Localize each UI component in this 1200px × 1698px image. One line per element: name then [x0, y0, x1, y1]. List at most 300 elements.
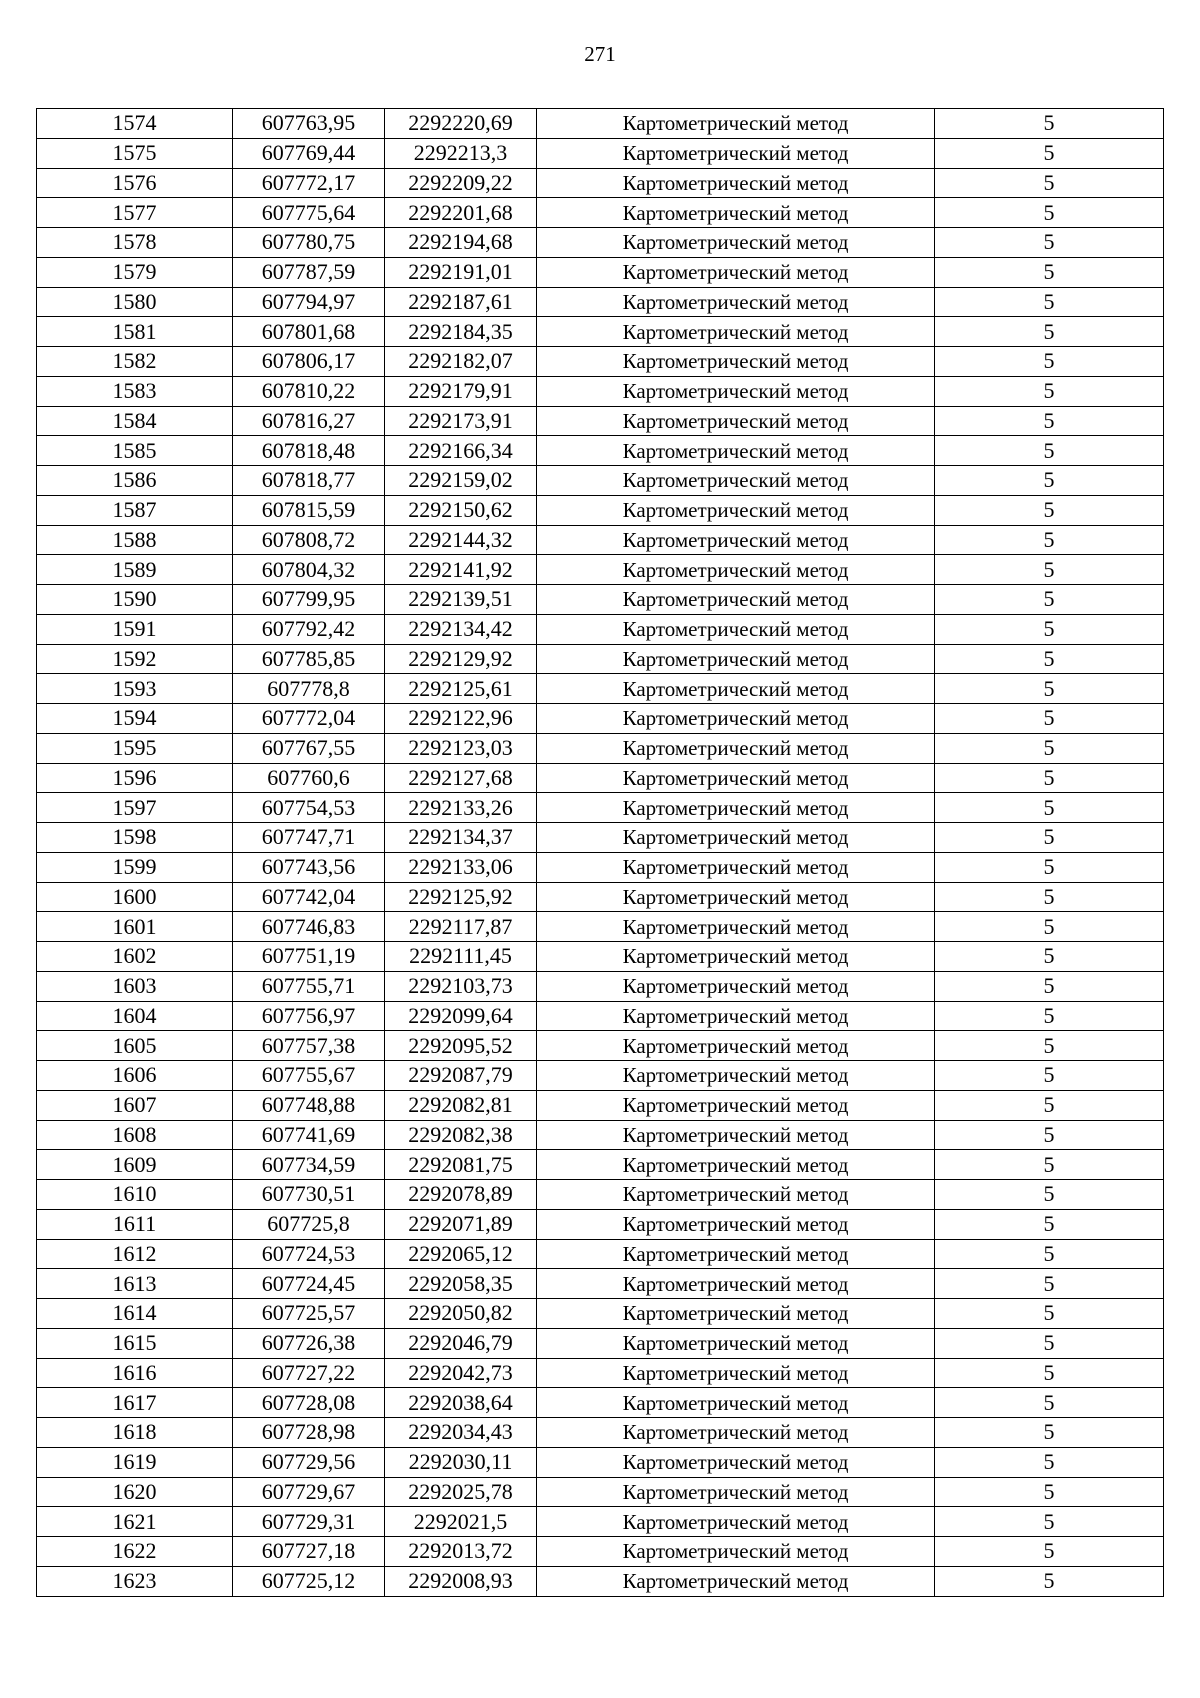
method-cell: Картометрический метод [537, 406, 935, 436]
method-cell: Картометрический метод [537, 614, 935, 644]
y-coordinate-cell: 2292129,92 [385, 644, 537, 674]
table-row [37, 1537, 1164, 1567]
y-coordinate-cell: 2292209,22 [385, 168, 537, 198]
point-number-cell: 1613 [37, 1269, 233, 1299]
method-cell: Картометрический метод [537, 1061, 935, 1091]
x-coordinate-cell: 607729,67 [233, 1477, 385, 1507]
table-row [37, 912, 1164, 942]
point-number-cell: 1602 [37, 942, 233, 972]
point-number-cell: 1616 [37, 1358, 233, 1388]
method-cell: Картометрический метод [537, 168, 935, 198]
accuracy-cell: 5 [935, 1507, 1164, 1537]
y-coordinate-cell: 2292111,45 [385, 942, 537, 972]
x-coordinate-cell: 607794,97 [233, 287, 385, 317]
method-cell: Картометрический метод [537, 317, 935, 347]
x-coordinate-cell: 607756,97 [233, 1001, 385, 1031]
table-row [37, 1090, 1164, 1120]
accuracy-cell: 5 [935, 466, 1164, 496]
point-number-cell: 1623 [37, 1566, 233, 1596]
y-coordinate-cell: 2292134,42 [385, 614, 537, 644]
accuracy-cell: 5 [935, 168, 1164, 198]
y-coordinate-cell: 2292213,3 [385, 138, 537, 168]
point-number-cell: 1583 [37, 376, 233, 406]
table-row [37, 317, 1164, 347]
table-row [37, 138, 1164, 168]
y-coordinate-cell: 2292008,93 [385, 1566, 537, 1596]
y-coordinate-cell: 2292021,5 [385, 1507, 537, 1537]
accuracy-cell: 5 [935, 525, 1164, 555]
accuracy-cell: 5 [935, 1566, 1164, 1596]
point-number-cell: 1607 [37, 1090, 233, 1120]
point-number-cell: 1615 [37, 1328, 233, 1358]
x-coordinate-cell: 607734,59 [233, 1150, 385, 1180]
point-number-cell: 1621 [37, 1507, 233, 1537]
method-cell: Картометрический метод [537, 1150, 935, 1180]
y-coordinate-cell: 2292071,89 [385, 1209, 537, 1239]
table-row [37, 585, 1164, 615]
y-coordinate-cell: 2292099,64 [385, 1001, 537, 1031]
accuracy-cell: 5 [935, 1001, 1164, 1031]
method-cell: Картометрический метод [537, 1180, 935, 1210]
method-cell: Картометрический метод [537, 1418, 935, 1448]
accuracy-cell: 5 [935, 733, 1164, 763]
method-cell: Картометрический метод [537, 971, 935, 1001]
method-cell: Картометрический метод [537, 882, 935, 912]
accuracy-cell: 5 [935, 971, 1164, 1001]
accuracy-cell: 5 [935, 1120, 1164, 1150]
point-number-cell: 1592 [37, 644, 233, 674]
table-row [37, 1507, 1164, 1537]
method-cell: Картометрический метод [537, 852, 935, 882]
point-number-cell: 1596 [37, 763, 233, 793]
x-coordinate-cell: 607729,31 [233, 1507, 385, 1537]
x-coordinate-cell: 607772,04 [233, 704, 385, 734]
accuracy-cell: 5 [935, 406, 1164, 436]
accuracy-cell: 5 [935, 109, 1164, 139]
table-row [37, 823, 1164, 853]
accuracy-cell: 5 [935, 436, 1164, 466]
method-cell: Картометрический метод [537, 1477, 935, 1507]
accuracy-cell: 5 [935, 644, 1164, 674]
method-cell: Картометрический метод [537, 793, 935, 823]
method-cell: Картометрический метод [537, 1388, 935, 1418]
y-coordinate-cell: 2292013,72 [385, 1537, 537, 1567]
table-row [37, 1001, 1164, 1031]
point-number-cell: 1591 [37, 614, 233, 644]
method-cell: Картометрический метод [537, 733, 935, 763]
accuracy-cell: 5 [935, 198, 1164, 228]
accuracy-cell: 5 [935, 376, 1164, 406]
method-cell: Картометрический метод [537, 347, 935, 377]
x-coordinate-cell: 607810,22 [233, 376, 385, 406]
x-coordinate-cell: 607742,04 [233, 882, 385, 912]
point-number-cell: 1618 [37, 1418, 233, 1448]
y-coordinate-cell: 2292127,68 [385, 763, 537, 793]
table-row [37, 852, 1164, 882]
y-coordinate-cell: 2292191,01 [385, 257, 537, 287]
x-coordinate-cell: 607729,56 [233, 1447, 385, 1477]
table-row [37, 644, 1164, 674]
method-cell: Картометрический метод [537, 644, 935, 674]
table-row [37, 1299, 1164, 1329]
x-coordinate-cell: 607755,67 [233, 1061, 385, 1091]
accuracy-cell: 5 [935, 1209, 1164, 1239]
method-cell: Картометрический метод [537, 525, 935, 555]
accuracy-cell: 5 [935, 585, 1164, 615]
point-number-cell: 1595 [37, 733, 233, 763]
point-number-cell: 1585 [37, 436, 233, 466]
x-coordinate-cell: 607727,18 [233, 1537, 385, 1567]
method-cell: Картометрический метод [537, 585, 935, 615]
method-cell: Картометрический метод [537, 1358, 935, 1388]
accuracy-cell: 5 [935, 257, 1164, 287]
method-cell: Картометрический метод [537, 1031, 935, 1061]
method-cell: Картометрический метод [537, 823, 935, 853]
table-row [37, 525, 1164, 555]
method-cell: Картометрический метод [537, 1566, 935, 1596]
x-coordinate-cell: 607728,08 [233, 1388, 385, 1418]
x-coordinate-cell: 607787,59 [233, 257, 385, 287]
coordinates-table-body [37, 109, 1164, 1597]
x-coordinate-cell: 607751,19 [233, 942, 385, 972]
y-coordinate-cell: 2292087,79 [385, 1061, 537, 1091]
accuracy-cell: 5 [935, 882, 1164, 912]
point-number-cell: 1584 [37, 406, 233, 436]
point-number-cell: 1598 [37, 823, 233, 853]
accuracy-cell: 5 [935, 1299, 1164, 1329]
x-coordinate-cell: 607730,51 [233, 1180, 385, 1210]
method-cell: Картометрический метод [537, 138, 935, 168]
accuracy-cell: 5 [935, 1477, 1164, 1507]
table-row [37, 942, 1164, 972]
y-coordinate-cell: 2292030,11 [385, 1447, 537, 1477]
y-coordinate-cell: 2292025,78 [385, 1477, 537, 1507]
x-coordinate-cell: 607724,53 [233, 1239, 385, 1269]
x-coordinate-cell: 607785,85 [233, 644, 385, 674]
table-row [37, 1566, 1164, 1596]
x-coordinate-cell: 607769,44 [233, 138, 385, 168]
method-cell: Картометрический метод [537, 1507, 935, 1537]
y-coordinate-cell: 2292179,91 [385, 376, 537, 406]
point-number-cell: 1587 [37, 495, 233, 525]
table-row [37, 1209, 1164, 1239]
y-coordinate-cell: 2292133,06 [385, 852, 537, 882]
accuracy-cell: 5 [935, 555, 1164, 585]
method-cell: Картометрический метод [537, 109, 935, 139]
table-row [37, 406, 1164, 436]
x-coordinate-cell: 607767,55 [233, 733, 385, 763]
point-number-cell: 1610 [37, 1180, 233, 1210]
x-coordinate-cell: 607780,75 [233, 228, 385, 258]
point-number-cell: 1589 [37, 555, 233, 585]
coordinates-table [36, 108, 1164, 1597]
x-coordinate-cell: 607724,45 [233, 1269, 385, 1299]
y-coordinate-cell: 2292194,68 [385, 228, 537, 258]
x-coordinate-cell: 607728,98 [233, 1418, 385, 1448]
y-coordinate-cell: 2292122,96 [385, 704, 537, 734]
accuracy-cell: 5 [935, 674, 1164, 704]
table-row [37, 466, 1164, 496]
y-coordinate-cell: 2292082,81 [385, 1090, 537, 1120]
y-coordinate-cell: 2292139,51 [385, 585, 537, 615]
x-coordinate-cell: 607725,8 [233, 1209, 385, 1239]
table-row [37, 763, 1164, 793]
point-number-cell: 1597 [37, 793, 233, 823]
table-row [37, 287, 1164, 317]
table-row [37, 1358, 1164, 1388]
x-coordinate-cell: 607725,57 [233, 1299, 385, 1329]
table-row [37, 1418, 1164, 1448]
y-coordinate-cell: 2292144,32 [385, 525, 537, 555]
accuracy-cell: 5 [935, 1090, 1164, 1120]
x-coordinate-cell: 607818,48 [233, 436, 385, 466]
y-coordinate-cell: 2292220,69 [385, 109, 537, 139]
accuracy-cell: 5 [935, 793, 1164, 823]
table-row [37, 882, 1164, 912]
page-number: 271 [584, 42, 616, 66]
y-coordinate-cell: 2292065,12 [385, 1239, 537, 1269]
point-number-cell: 1593 [37, 674, 233, 704]
accuracy-cell: 5 [935, 1239, 1164, 1269]
point-number-cell: 1575 [37, 138, 233, 168]
accuracy-cell: 5 [935, 347, 1164, 377]
table-row [37, 793, 1164, 823]
y-coordinate-cell: 2292134,37 [385, 823, 537, 853]
method-cell: Картометрический метод [537, 1299, 935, 1329]
y-coordinate-cell: 2292117,87 [385, 912, 537, 942]
y-coordinate-cell: 2292173,91 [385, 406, 537, 436]
table-row [37, 1239, 1164, 1269]
x-coordinate-cell: 607725,12 [233, 1566, 385, 1596]
accuracy-cell: 5 [935, 1061, 1164, 1091]
table-row [37, 436, 1164, 466]
point-number-cell: 1576 [37, 168, 233, 198]
point-number-cell: 1579 [37, 257, 233, 287]
accuracy-cell: 5 [935, 1358, 1164, 1388]
x-coordinate-cell: 607726,38 [233, 1328, 385, 1358]
table-row [37, 109, 1164, 139]
accuracy-cell: 5 [935, 287, 1164, 317]
point-number-cell: 1582 [37, 347, 233, 377]
y-coordinate-cell: 2292038,64 [385, 1388, 537, 1418]
table-row [37, 704, 1164, 734]
point-number-cell: 1580 [37, 287, 233, 317]
table-row [37, 1031, 1164, 1061]
y-coordinate-cell: 2292166,34 [385, 436, 537, 466]
x-coordinate-cell: 607757,38 [233, 1031, 385, 1061]
method-cell: Картометрический метод [537, 257, 935, 287]
accuracy-cell: 5 [935, 704, 1164, 734]
point-number-cell: 1581 [37, 317, 233, 347]
method-cell: Картометрический метод [537, 1090, 935, 1120]
x-coordinate-cell: 607763,95 [233, 109, 385, 139]
x-coordinate-cell: 607743,56 [233, 852, 385, 882]
accuracy-cell: 5 [935, 942, 1164, 972]
point-number-cell: 1605 [37, 1031, 233, 1061]
accuracy-cell: 5 [935, 823, 1164, 853]
table-row [37, 733, 1164, 763]
y-coordinate-cell: 2292150,62 [385, 495, 537, 525]
x-coordinate-cell: 607754,53 [233, 793, 385, 823]
point-number-cell: 1612 [37, 1239, 233, 1269]
method-cell: Картометрический метод [537, 763, 935, 793]
point-number-cell: 1619 [37, 1447, 233, 1477]
x-coordinate-cell: 607801,68 [233, 317, 385, 347]
point-number-cell: 1588 [37, 525, 233, 555]
method-cell: Картометрический метод [537, 1447, 935, 1477]
table-row [37, 1150, 1164, 1180]
table-row [37, 1388, 1164, 1418]
accuracy-cell: 5 [935, 1418, 1164, 1448]
y-coordinate-cell: 2292046,79 [385, 1328, 537, 1358]
method-cell: Картометрический метод [537, 287, 935, 317]
method-cell: Картометрический метод [537, 942, 935, 972]
accuracy-cell: 5 [935, 1537, 1164, 1567]
y-coordinate-cell: 2292125,61 [385, 674, 537, 704]
table-row [37, 1180, 1164, 1210]
y-coordinate-cell: 2292058,35 [385, 1269, 537, 1299]
accuracy-cell: 5 [935, 228, 1164, 258]
point-number-cell: 1601 [37, 912, 233, 942]
point-number-cell: 1609 [37, 1150, 233, 1180]
x-coordinate-cell: 607778,8 [233, 674, 385, 704]
method-cell: Картометрический метод [537, 376, 935, 406]
method-cell: Картометрический метод [537, 1537, 935, 1567]
x-coordinate-cell: 607741,69 [233, 1120, 385, 1150]
y-coordinate-cell: 2292141,92 [385, 555, 537, 585]
table-row [37, 198, 1164, 228]
y-coordinate-cell: 2292184,35 [385, 317, 537, 347]
y-coordinate-cell: 2292042,73 [385, 1358, 537, 1388]
y-coordinate-cell: 2292078,89 [385, 1180, 537, 1210]
y-coordinate-cell: 2292123,03 [385, 733, 537, 763]
point-number-cell: 1577 [37, 198, 233, 228]
accuracy-cell: 5 [935, 1388, 1164, 1418]
accuracy-cell: 5 [935, 1269, 1164, 1299]
x-coordinate-cell: 607806,17 [233, 347, 385, 377]
y-coordinate-cell: 2292159,02 [385, 466, 537, 496]
table-row [37, 674, 1164, 704]
method-cell: Картометрический метод [537, 495, 935, 525]
y-coordinate-cell: 2292050,82 [385, 1299, 537, 1329]
method-cell: Картометрический метод [537, 674, 935, 704]
x-coordinate-cell: 607808,72 [233, 525, 385, 555]
method-cell: Картометрический метод [537, 704, 935, 734]
x-coordinate-cell: 607816,27 [233, 406, 385, 436]
method-cell: Картометрический метод [537, 198, 935, 228]
point-number-cell: 1599 [37, 852, 233, 882]
x-coordinate-cell: 607792,42 [233, 614, 385, 644]
method-cell: Картометрический метод [537, 436, 935, 466]
point-number-cell: 1586 [37, 466, 233, 496]
table-row [37, 1328, 1164, 1358]
accuracy-cell: 5 [935, 495, 1164, 525]
point-number-cell: 1578 [37, 228, 233, 258]
point-number-cell: 1603 [37, 971, 233, 1001]
table-row [37, 376, 1164, 406]
accuracy-cell: 5 [935, 852, 1164, 882]
y-coordinate-cell: 2292133,26 [385, 793, 537, 823]
table-row [37, 228, 1164, 258]
x-coordinate-cell: 607760,6 [233, 763, 385, 793]
table-row [37, 495, 1164, 525]
point-number-cell: 1594 [37, 704, 233, 734]
accuracy-cell: 5 [935, 912, 1164, 942]
y-coordinate-cell: 2292182,07 [385, 347, 537, 377]
point-number-cell: 1611 [37, 1209, 233, 1239]
x-coordinate-cell: 607799,95 [233, 585, 385, 615]
point-number-cell: 1590 [37, 585, 233, 615]
method-cell: Картометрический метод [537, 228, 935, 258]
x-coordinate-cell: 607748,88 [233, 1090, 385, 1120]
point-number-cell: 1622 [37, 1537, 233, 1567]
accuracy-cell: 5 [935, 1150, 1164, 1180]
method-cell: Картометрический метод [537, 912, 935, 942]
point-number-cell: 1614 [37, 1299, 233, 1329]
x-coordinate-cell: 607746,83 [233, 912, 385, 942]
accuracy-cell: 5 [935, 1328, 1164, 1358]
accuracy-cell: 5 [935, 614, 1164, 644]
table-row [37, 555, 1164, 585]
table-row [37, 971, 1164, 1001]
point-number-cell: 1606 [37, 1061, 233, 1091]
point-number-cell: 1600 [37, 882, 233, 912]
table-row [37, 347, 1164, 377]
x-coordinate-cell: 607747,71 [233, 823, 385, 853]
table-row [37, 614, 1164, 644]
point-number-cell: 1617 [37, 1388, 233, 1418]
method-cell: Картометрический метод [537, 1001, 935, 1031]
accuracy-cell: 5 [935, 1447, 1164, 1477]
table-row [37, 257, 1164, 287]
x-coordinate-cell: 607727,22 [233, 1358, 385, 1388]
method-cell: Картометрический метод [537, 1239, 935, 1269]
x-coordinate-cell: 607775,64 [233, 198, 385, 228]
method-cell: Картометрический метод [537, 555, 935, 585]
method-cell: Картометрический метод [537, 466, 935, 496]
table-row [37, 1120, 1164, 1150]
x-coordinate-cell: 607755,71 [233, 971, 385, 1001]
accuracy-cell: 5 [935, 1180, 1164, 1210]
point-number-cell: 1620 [37, 1477, 233, 1507]
y-coordinate-cell: 2292081,75 [385, 1150, 537, 1180]
table-row [37, 168, 1164, 198]
accuracy-cell: 5 [935, 763, 1164, 793]
method-cell: Картометрический метод [537, 1209, 935, 1239]
accuracy-cell: 5 [935, 317, 1164, 347]
y-coordinate-cell: 2292034,43 [385, 1418, 537, 1448]
y-coordinate-cell: 2292125,92 [385, 882, 537, 912]
point-number-cell: 1604 [37, 1001, 233, 1031]
method-cell: Картометрический метод [537, 1120, 935, 1150]
method-cell: Картометрический метод [537, 1328, 935, 1358]
point-number-cell: 1608 [37, 1120, 233, 1150]
x-coordinate-cell: 607815,59 [233, 495, 385, 525]
y-coordinate-cell: 2292187,61 [385, 287, 537, 317]
method-cell: Картометрический метод [537, 1269, 935, 1299]
y-coordinate-cell: 2292103,73 [385, 971, 537, 1001]
x-coordinate-cell: 607818,77 [233, 466, 385, 496]
x-coordinate-cell: 607772,17 [233, 168, 385, 198]
table-row [37, 1269, 1164, 1299]
table-row [37, 1061, 1164, 1091]
x-coordinate-cell: 607804,32 [233, 555, 385, 585]
y-coordinate-cell: 2292095,52 [385, 1031, 537, 1061]
y-coordinate-cell: 2292201,68 [385, 198, 537, 228]
table-row [37, 1447, 1164, 1477]
y-coordinate-cell: 2292082,38 [385, 1120, 537, 1150]
table-row [37, 1477, 1164, 1507]
